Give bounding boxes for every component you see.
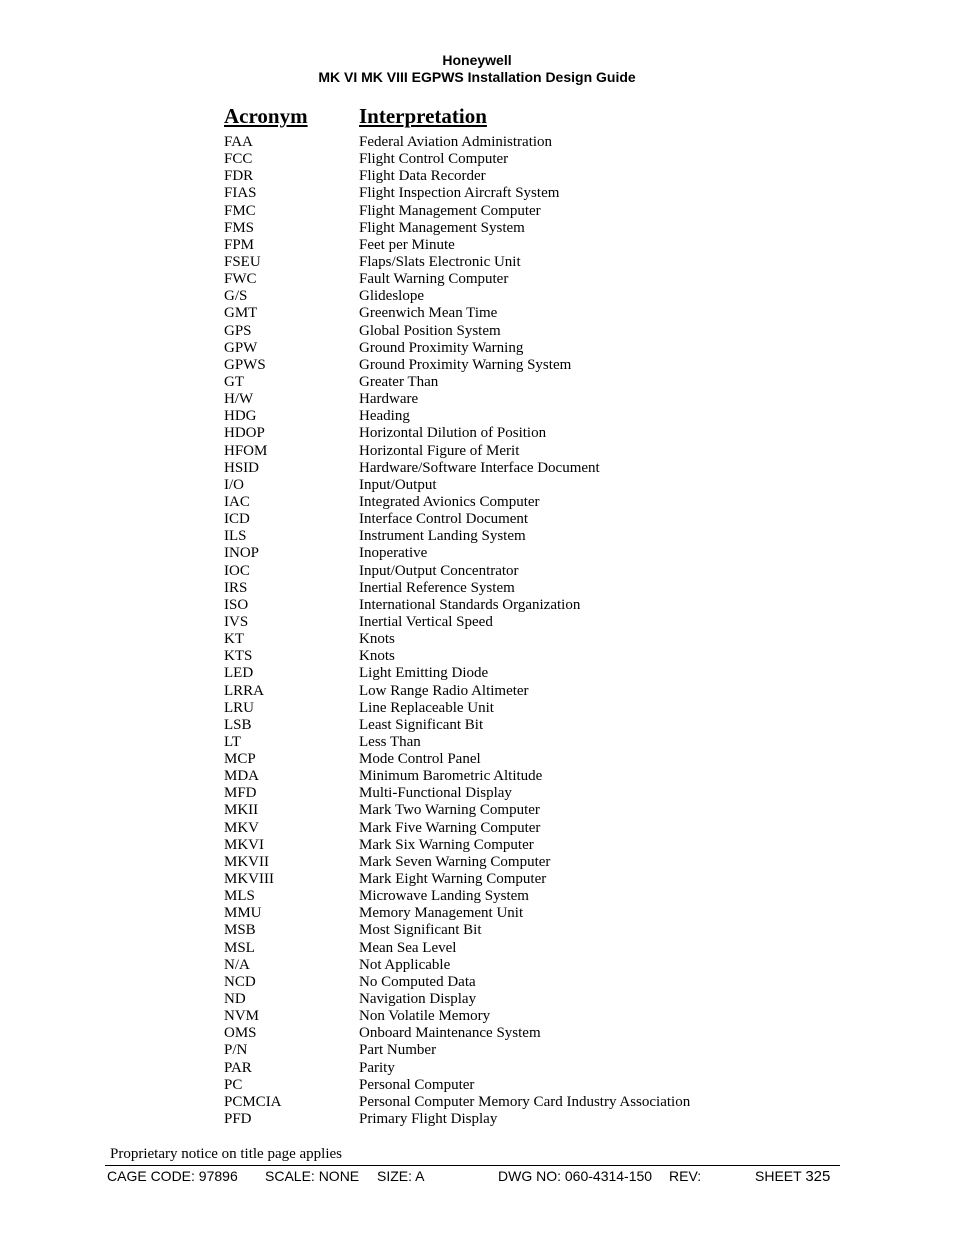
table-row — [224, 374, 844, 391]
interpretation-cell: Most Significant Bit — [359, 922, 482, 939]
interpretation-cell: Multi-Functional Display — [359, 785, 512, 802]
table-row — [224, 340, 844, 357]
acronym-cell: G/S — [224, 288, 248, 305]
acronym-cell: MSL — [224, 939, 255, 956]
interpretation-cell: Hardware/Software Interface Document — [359, 459, 600, 476]
document-title: MK VI MK VIII EGPWS Installation Design Guide — [318, 69, 636, 85]
interpretation-cell: Mark Eight Warning Computer — [359, 871, 547, 888]
table-row — [224, 494, 844, 511]
acronym-cell: ND — [224, 991, 246, 1008]
acronym-cell: FAA — [224, 134, 253, 150]
acronym-cell: ICD — [224, 511, 250, 528]
acronym-cell: LSB — [224, 716, 252, 733]
acronym-cell: HSID — [224, 459, 260, 476]
cage-code: CAGE CODE: 97896 — [107, 1168, 238, 1184]
interpretation-cell: Mark Five Warning Computer — [359, 819, 541, 836]
sheet-number: 325 — [805, 1168, 831, 1185]
acronym-cell: LT — [224, 733, 241, 750]
table-row — [224, 271, 844, 288]
acronym-cell: IOC — [224, 562, 250, 579]
acronym-cell: OMS — [224, 1025, 257, 1042]
table-row — [224, 940, 844, 957]
acronym-cell: FCC — [224, 151, 253, 168]
acronym-cell: MMU — [224, 905, 262, 922]
acronym-cell: FMS — [224, 219, 255, 236]
acronym-cell: ILS — [224, 528, 247, 545]
interpretation-cell: Flight Inspection Aircraft System — [359, 185, 560, 202]
sheet — [755, 1168, 830, 1185]
table-row — [224, 563, 844, 580]
acronym-cell: NVM — [224, 1008, 260, 1025]
acronym-cell: IRS — [224, 579, 248, 596]
acronym-cell: INOP — [224, 545, 260, 562]
table-row — [224, 134, 844, 151]
acronym-column-header: Acronym — [224, 104, 308, 128]
interpretation-cell: Onboard Maintenance System — [359, 1025, 541, 1042]
table-row — [224, 460, 844, 477]
table-row — [224, 957, 844, 974]
interpretation-cell: Part Number — [359, 1042, 437, 1059]
table-row — [224, 237, 844, 254]
interpretation-cell: No Computed Data — [359, 973, 476, 990]
footer-divider — [105, 1165, 840, 1166]
acronym-cell: FWC — [224, 271, 257, 288]
acronym-cell: LRRA — [224, 682, 265, 699]
acronym-cell: HFOM — [224, 442, 268, 459]
table-row — [224, 357, 844, 374]
table-row — [224, 751, 844, 768]
table-row — [224, 443, 844, 460]
interpretation-cell: Feet per Minute — [359, 236, 455, 253]
acronym-cell: MFD — [224, 785, 257, 802]
interpretation-cell: Instrument Landing System — [359, 528, 526, 545]
acronym-cell: P/N — [224, 1042, 248, 1059]
interpretation-cell: Not Applicable — [359, 956, 451, 973]
acronym-cell: FSEU — [224, 253, 261, 270]
table-row — [224, 254, 844, 271]
acronym-cell: LRU — [224, 699, 254, 716]
table-row — [224, 203, 844, 220]
table-row — [224, 1111, 844, 1128]
acronym-cell: GPW — [224, 339, 258, 356]
interpretation-cell: Mark Six Warning Computer — [359, 836, 534, 853]
acronym-cell: LED — [224, 665, 254, 682]
interpretation-cell: Mode Control Panel — [359, 751, 481, 768]
table-row — [224, 734, 844, 751]
table-row — [224, 1025, 844, 1042]
interpretation-cell: Hardware — [359, 391, 419, 408]
interpretation-cell: Microwave Landing System — [359, 888, 529, 905]
interpretation-cell: Flight Data Recorder — [359, 168, 486, 185]
table-row — [224, 768, 844, 785]
table-row — [224, 1094, 844, 1111]
interpretation-column-header: Interpretation — [359, 104, 487, 128]
acronym-cell: ISO — [224, 596, 249, 613]
acronym-cell: PCMCIA — [224, 1093, 282, 1110]
interpretation-cell: Flaps/Slats Electronic Unit — [359, 253, 521, 270]
interpretation-cell: Federal Aviation Administration — [359, 134, 553, 150]
table-row — [224, 477, 844, 494]
acronym-cell: MLS — [224, 888, 255, 905]
interpretation-cell: Flight Management System — [359, 219, 525, 236]
acronym-cell: MKVII — [224, 853, 269, 870]
table-row — [224, 785, 844, 802]
interpretation-cell: Flight Management Computer — [359, 202, 541, 219]
acronym-cell: GT — [224, 373, 244, 390]
acronym-cell: MKV — [224, 819, 260, 836]
interpretation-cell: Primary Flight Display — [359, 1111, 498, 1128]
acronym-cell: IVS — [224, 613, 249, 630]
interpretation-cell: Mark Seven Warning Computer — [359, 853, 551, 870]
acronym-cell: FPM — [224, 236, 255, 253]
table-row — [224, 528, 844, 545]
acronym-cell: FIAS — [224, 185, 257, 202]
size: SIZE: A — [377, 1168, 425, 1184]
proprietary-notice: Proprietary notice on title page applies — [110, 1146, 343, 1162]
company-name: Honeywell — [442, 52, 512, 68]
acronym-cell: KTS — [224, 648, 253, 665]
acronym-cell: MKVIII — [224, 871, 274, 888]
interpretation-cell: Mean Sea Level — [359, 939, 457, 956]
acronym-cell: FDR — [224, 168, 254, 185]
table-row — [224, 614, 844, 631]
table-row — [224, 717, 844, 734]
interpretation-cell: Interface Control Document — [359, 511, 529, 528]
interpretation-cell: Greater Than — [359, 373, 439, 390]
acronym-cell: PAR — [224, 1059, 252, 1076]
table-row — [224, 1060, 844, 1077]
interpretation-cell: Global Position System — [359, 322, 501, 339]
table-row — [224, 648, 844, 665]
table-row — [224, 168, 844, 185]
table-row — [224, 597, 844, 614]
interpretation-cell: Parity — [359, 1059, 395, 1076]
acronym-cell: GPS — [224, 322, 252, 339]
acronym-cell: PC — [224, 1076, 243, 1093]
table-row — [224, 802, 844, 819]
sheet-label: SHEET — [755, 1168, 802, 1184]
interpretation-cell: Mark Two Warning Computer — [359, 802, 540, 819]
interpretation-cell: Input/Output Concentrator — [359, 562, 519, 579]
interpretation-cell: Ground Proximity Warning — [359, 339, 524, 356]
table-row — [224, 974, 844, 991]
interpretation-cell: Flight Control Computer — [359, 151, 509, 168]
acronym-cell: MCP — [224, 751, 256, 768]
interpretation-cell: Line Replaceable Unit — [359, 699, 494, 716]
interpretation-cell: Light Emitting Diode — [359, 665, 489, 682]
table-row — [224, 700, 844, 717]
table-row — [224, 991, 844, 1008]
acronym-cell: MDA — [224, 768, 260, 785]
revision: REV: — [669, 1168, 702, 1184]
table-row — [224, 922, 844, 939]
interpretation-cell: Ground Proximity Warning System — [359, 356, 572, 373]
interpretation-cell: Horizontal Figure of Merit — [359, 442, 520, 459]
table-row — [224, 1042, 844, 1059]
table-row — [224, 288, 844, 305]
table-row — [224, 837, 844, 854]
interpretation-cell: Knots — [359, 648, 395, 665]
acronym-cell: MKII — [224, 802, 259, 819]
table-row — [224, 391, 844, 408]
acronym-cell: NCD — [224, 973, 256, 990]
acronym-table — [224, 134, 844, 1128]
interpretation-cell: Minimum Barometric Altitude — [359, 768, 543, 785]
interpretation-cell: Personal Computer — [359, 1076, 475, 1093]
table-row — [224, 323, 844, 340]
table-row — [224, 854, 844, 871]
table-row — [224, 220, 844, 237]
table-row — [224, 665, 844, 682]
table-row — [224, 580, 844, 597]
table-row — [224, 820, 844, 837]
table-row — [224, 905, 844, 922]
table-row — [224, 545, 844, 562]
acronym-cell: GMT — [224, 305, 258, 322]
acronym-cell: PFD — [224, 1111, 252, 1128]
acronym-cell: MSB — [224, 922, 256, 939]
table-row — [224, 888, 844, 905]
interpretation-cell: Least Significant Bit — [359, 716, 484, 733]
acronym-cell: N/A — [224, 956, 250, 973]
acronym-cell: I/O — [224, 476, 244, 493]
interpretation-cell: Low Range Radio Altimeter — [359, 682, 529, 699]
interpretation-cell: Non Volatile Memory — [359, 1008, 491, 1025]
drawing-number: DWG NO: 060-4314-150 — [498, 1168, 653, 1184]
interpretation-cell: Input/Output — [359, 476, 437, 493]
acronym-cell: FMC — [224, 202, 256, 219]
acronym-cell: MKVI — [224, 836, 264, 853]
interpretation-cell: Heading — [359, 408, 410, 425]
interpretation-cell: Less Than — [359, 733, 421, 750]
acronym-cell: HDOP — [224, 425, 265, 442]
table-row — [224, 511, 844, 528]
acronym-cell: KT — [224, 631, 244, 648]
interpretation-cell: Fault Warning Computer — [359, 271, 509, 288]
table-row — [224, 1008, 844, 1025]
acronym-cell: GPWS — [224, 356, 266, 373]
interpretation-cell: Personal Computer Memory Card Industry Association — [359, 1093, 691, 1110]
interpretation-cell: Inertial Vertical Speed — [359, 613, 493, 630]
interpretation-cell: International Standards Organization — [359, 596, 581, 613]
table-row — [224, 631, 844, 648]
table-row — [224, 151, 844, 168]
table-row — [224, 305, 844, 322]
interpretation-cell: Inertial Reference System — [359, 579, 515, 596]
table-row — [224, 1077, 844, 1094]
interpretation-cell: Greenwich Mean Time — [359, 305, 498, 322]
acronym-cell: HDG — [224, 408, 257, 425]
interpretation-cell: Glideslope — [359, 288, 424, 305]
table-row — [224, 425, 844, 442]
acronym-cell: IAC — [224, 493, 250, 510]
table-row — [224, 871, 844, 888]
table-row — [224, 185, 844, 202]
table-row — [224, 683, 844, 700]
interpretation-cell: Horizontal Dilution of Position — [359, 425, 547, 442]
acronym-cell: H/W — [224, 391, 254, 408]
table-row — [224, 408, 844, 425]
interpretation-cell: Inoperative — [359, 545, 428, 562]
scale: SCALE: NONE — [265, 1168, 360, 1184]
interpretation-cell: Knots — [359, 631, 395, 648]
interpretation-cell: Memory Management Unit — [359, 905, 524, 922]
interpretation-cell: Navigation Display — [359, 991, 477, 1008]
interpretation-cell: Integrated Avionics Computer — [359, 493, 540, 510]
